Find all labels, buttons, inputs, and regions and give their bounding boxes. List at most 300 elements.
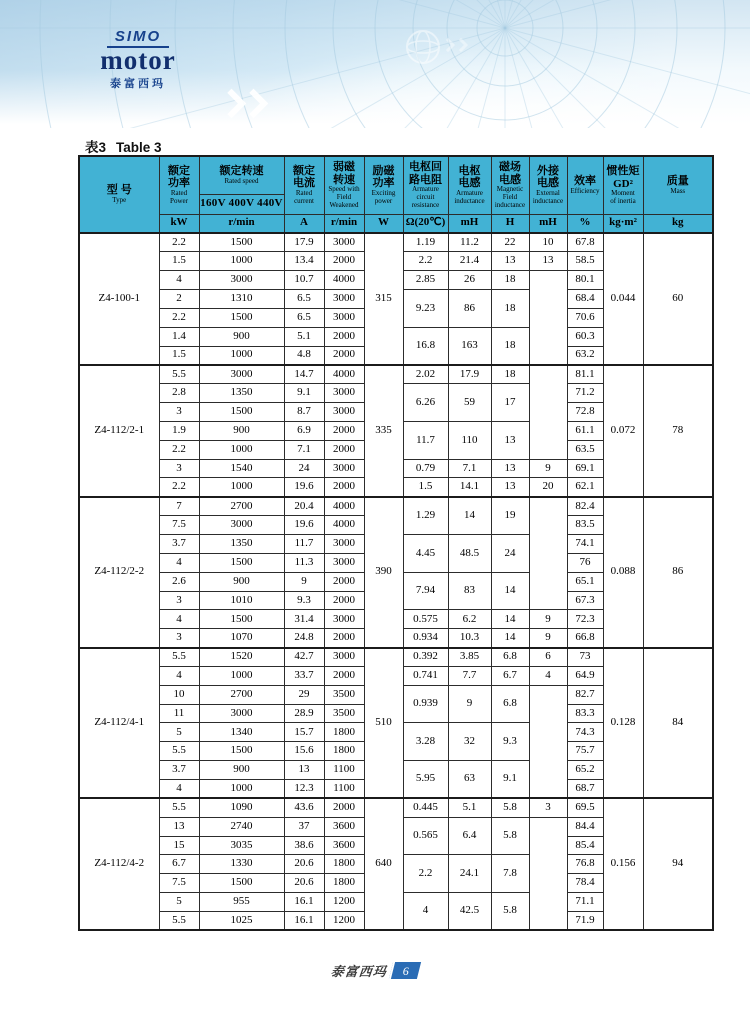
cell-efficiency: 70.6 (567, 308, 603, 327)
unit-current: A (284, 214, 324, 233)
cell-rated-power: 11 (159, 704, 199, 723)
cell-moment-of-inertia: 0.128 (603, 648, 643, 799)
cell-armature-resistance: 6.26 (403, 384, 448, 422)
cell-mass: 78 (643, 365, 713, 497)
cell-weakened-speed: 2000 (324, 629, 364, 648)
cell-rated-speed: 1520 (199, 648, 284, 667)
cell-rated-power: 7.5 (159, 874, 199, 893)
cell-armature-inductance: 14 (448, 497, 491, 535)
cell-exciting-power: 335 (364, 365, 403, 497)
cell-rated-power: 3 (159, 459, 199, 478)
cell-weakened-speed: 2000 (324, 252, 364, 271)
cell-rated-power: 2.6 (159, 572, 199, 591)
unit-efficiency: % (567, 214, 603, 233)
cell-rated-speed: 1500 (199, 553, 284, 572)
cell-rated-power: 2.2 (159, 440, 199, 459)
cell-rated-power: 4 (159, 779, 199, 798)
cell-external-inductance (529, 497, 567, 610)
cell-rated-speed: 1330 (199, 855, 284, 874)
cell-rated-speed: 1340 (199, 723, 284, 742)
cell-rated-speed: 2700 (199, 497, 284, 516)
cell-rated-power: 3 (159, 629, 199, 648)
cell-weakened-speed: 3600 (324, 836, 364, 855)
cell-weakened-speed: 4000 (324, 271, 364, 290)
cell-field-inductance: 13 (491, 421, 529, 459)
cell-rated-current: 16.1 (284, 893, 324, 912)
cell-weakened-speed: 3000 (324, 459, 364, 478)
cell-rated-current: 24.8 (284, 629, 324, 648)
cell-moment-of-inertia: 0.088 (603, 497, 643, 648)
cell-rated-speed: 1540 (199, 459, 284, 478)
cell-weakened-speed: 3000 (324, 384, 364, 403)
cell-rated-current: 9 (284, 572, 324, 591)
cell-rated-power: 4 (159, 271, 199, 290)
cell-rated-speed: 1500 (199, 403, 284, 422)
cell-armature-resistance: 0.445 (403, 798, 448, 817)
cell-field-inductance: 13 (491, 252, 529, 271)
page-number-badge (389, 962, 421, 979)
cell-efficiency: 84.4 (567, 817, 603, 836)
cell-rated-speed: 3000 (199, 365, 284, 384)
cell-rated-current: 13 (284, 761, 324, 780)
table-title (85, 136, 172, 156)
cell-weakened-speed: 2000 (324, 666, 364, 685)
cell-rated-power: 5.5 (159, 798, 199, 817)
cell-rated-speed: 2700 (199, 685, 284, 704)
cell-field-inductance: 6.7 (491, 666, 529, 685)
cell-moment-of-inertia: 0.044 (603, 233, 643, 365)
cell-armature-resistance: 1.29 (403, 497, 448, 535)
cell-efficiency: 58.5 (567, 252, 603, 271)
cell-rated-speed: 955 (199, 893, 284, 912)
cell-armature-inductance: 163 (448, 327, 491, 365)
cell-efficiency: 73 (567, 648, 603, 667)
cell-rated-speed: 3000 (199, 516, 284, 535)
cell-rated-current: 10.7 (284, 271, 324, 290)
cell-efficiency: 71.1 (567, 893, 603, 912)
cell-rated-speed: 1350 (199, 535, 284, 554)
cell-rated-speed: 1000 (199, 252, 284, 271)
cell-efficiency: 85.4 (567, 836, 603, 855)
cell-field-inductance: 14 (491, 572, 529, 610)
cell-field-inductance: 13 (491, 459, 529, 478)
cell-rated-current: 9.1 (284, 384, 324, 403)
cell-rated-speed: 900 (199, 327, 284, 346)
cell-armature-inductance: 24.1 (448, 855, 491, 893)
cell-field-inductance: 7.8 (491, 855, 529, 893)
cell-field-inductance: 9.1 (491, 761, 529, 799)
cell-rated-current: 20.4 (284, 497, 324, 516)
page-header-banner (0, 0, 750, 128)
cell-weakened-speed: 2000 (324, 346, 364, 365)
cell-rated-power: 4 (159, 553, 199, 572)
cell-field-inductance: 17 (491, 384, 529, 422)
unit-gd2: kg·m² (603, 214, 643, 233)
cell-efficiency: 72.3 (567, 610, 603, 629)
col-header-current: 额定 电流 Rated current (284, 156, 324, 214)
cell-rated-current: 15.6 (284, 742, 324, 761)
cell-weakened-speed: 1800 (324, 723, 364, 742)
cell-armature-resistance: 5.95 (403, 761, 448, 799)
cell-weakened-speed: 3500 (324, 704, 364, 723)
cell-rated-power: 3.7 (159, 535, 199, 554)
cell-rated-power: 5.5 (159, 911, 199, 930)
cell-rated-power: 10 (159, 685, 199, 704)
cell-mass: 86 (643, 497, 713, 648)
cell-type: Z4-100-1 (79, 233, 159, 365)
table-title-zh: 表3 (85, 140, 107, 155)
cell-rated-current: 12.3 (284, 779, 324, 798)
cell-type: Z4-112/4-1 (79, 648, 159, 799)
cell-exciting-power: 640 (364, 798, 403, 930)
cell-external-inductance: 6 (529, 648, 567, 667)
cell-external-inductance: 4 (529, 666, 567, 685)
cell-efficiency: 62.1 (567, 478, 603, 497)
cell-efficiency: 75.7 (567, 742, 603, 761)
cell-efficiency: 71.9 (567, 911, 603, 930)
cell-armature-resistance: 0.79 (403, 459, 448, 478)
cell-rated-current: 28.9 (284, 704, 324, 723)
cell-rated-speed: 3000 (199, 704, 284, 723)
col-header-external: 外接 电感 External inductance (529, 156, 567, 214)
cell-rated-current: 4.8 (284, 346, 324, 365)
cell-armature-inductance: 7.1 (448, 459, 491, 478)
cell-exciting-power: 390 (364, 497, 403, 648)
cell-external-inductance: 20 (529, 478, 567, 497)
cell-exciting-power: 315 (364, 233, 403, 365)
cell-field-inductance: 18 (491, 271, 529, 290)
cell-field-inductance: 9.3 (491, 723, 529, 761)
cell-weakened-speed: 2000 (324, 798, 364, 817)
cell-field-inductance: 18 (491, 327, 529, 365)
cell-efficiency: 60.3 (567, 327, 603, 346)
cell-rated-power: 2.2 (159, 233, 199, 252)
cell-rated-speed: 1000 (199, 779, 284, 798)
cell-armature-resistance: 11.7 (403, 421, 448, 459)
cell-rated-current: 7.1 (284, 440, 324, 459)
cell-rated-current: 19.6 (284, 478, 324, 497)
simo-logo (82, 28, 194, 91)
cell-field-inductance: 6.8 (491, 648, 529, 667)
col-header-resistance: 电枢回 路电阻 Armature circuit resistance (403, 156, 448, 214)
cell-weakened-speed: 3000 (324, 553, 364, 572)
cell-armature-inductance: 11.2 (448, 233, 491, 252)
cell-efficiency: 65.2 (567, 761, 603, 780)
cell-type: Z4-112/4-2 (79, 798, 159, 930)
unit-resistance: Ω(20℃) (403, 214, 448, 233)
cell-weakened-speed: 4000 (324, 365, 364, 384)
cell-mass: 94 (643, 798, 713, 930)
unit-armature: mH (448, 214, 491, 233)
cell-exciting-power: 510 (364, 648, 403, 799)
cell-weakened-speed: 3600 (324, 817, 364, 836)
cell-armature-inductance: 6.4 (448, 817, 491, 855)
cell-rated-current: 6.5 (284, 290, 324, 309)
cell-rated-current: 5.1 (284, 327, 324, 346)
cell-armature-resistance: 4 (403, 893, 448, 931)
cell-rated-power: 4 (159, 666, 199, 685)
cell-weakened-speed: 2000 (324, 478, 364, 497)
cell-rated-current: 6.9 (284, 421, 324, 440)
cell-rated-current: 29 (284, 685, 324, 704)
cell-weakened-speed: 3000 (324, 403, 364, 422)
cell-armature-resistance: 3.28 (403, 723, 448, 761)
cell-moment-of-inertia: 0.156 (603, 798, 643, 930)
cell-armature-inductance: 48.5 (448, 535, 491, 573)
cell-field-inductance: 5.8 (491, 893, 529, 931)
cell-rated-speed: 900 (199, 421, 284, 440)
cell-external-inductance: 13 (529, 252, 567, 271)
unit-field: H (491, 214, 529, 233)
unit-weak: r/min (324, 214, 364, 233)
cell-rated-power: 5 (159, 893, 199, 912)
col-header-mass: 质量 Mass (643, 156, 713, 214)
cell-rated-current: 13.4 (284, 252, 324, 271)
cell-rated-current: 14.7 (284, 365, 324, 384)
cell-armature-inductance: 83 (448, 572, 491, 610)
cell-weakened-speed: 3000 (324, 648, 364, 667)
cell-rated-speed: 1070 (199, 629, 284, 648)
cell-rated-current: 17.9 (284, 233, 324, 252)
cell-rated-current: 20.6 (284, 855, 324, 874)
cell-rated-speed: 1500 (199, 742, 284, 761)
cell-armature-inductance: 42.5 (448, 893, 491, 931)
cell-external-inductance: 9 (529, 629, 567, 648)
cell-rated-current: 31.4 (284, 610, 324, 629)
cell-external-inductance: 9 (529, 610, 567, 629)
cell-rated-current: 6.5 (284, 308, 324, 327)
cell-weakened-speed: 1200 (324, 911, 364, 930)
cell-armature-resistance: 0.939 (403, 685, 448, 723)
cell-rated-power: 13 (159, 817, 199, 836)
cell-rated-power: 1.5 (159, 346, 199, 365)
cell-armature-inductance: 86 (448, 290, 491, 328)
cell-armature-inductance: 7.7 (448, 666, 491, 685)
cell-efficiency: 74.3 (567, 723, 603, 742)
cell-rated-current: 15.7 (284, 723, 324, 742)
cell-rated-power: 5.5 (159, 648, 199, 667)
cell-rated-current: 19.6 (284, 516, 324, 535)
cell-rated-speed: 900 (199, 572, 284, 591)
cell-rated-speed: 1000 (199, 666, 284, 685)
cell-armature-inductance: 21.4 (448, 252, 491, 271)
cell-rated-power: 3 (159, 591, 199, 610)
cell-field-inductance: 14 (491, 629, 529, 648)
cell-rated-speed: 1500 (199, 233, 284, 252)
unit-mass: kg (643, 214, 713, 233)
cell-rated-current: 16.1 (284, 911, 324, 930)
cell-armature-resistance: 0.741 (403, 666, 448, 685)
cell-armature-resistance: 2.02 (403, 365, 448, 384)
logo-motor-text: motor (100, 45, 176, 75)
cell-efficiency: 68.4 (567, 290, 603, 309)
cell-weakened-speed: 1800 (324, 874, 364, 893)
logo-simo-text: SIMO (107, 28, 169, 48)
cell-efficiency: 82.7 (567, 685, 603, 704)
cell-field-inductance: 14 (491, 610, 529, 629)
cell-rated-speed: 900 (199, 761, 284, 780)
cell-armature-inductance: 26 (448, 271, 491, 290)
cell-field-inductance: 5.8 (491, 817, 529, 855)
cell-external-inductance (529, 365, 567, 459)
cell-rated-speed: 1000 (199, 440, 284, 459)
cell-armature-inductance: 63 (448, 761, 491, 799)
cell-rated-speed: 1500 (199, 610, 284, 629)
cell-efficiency: 72.8 (567, 403, 603, 422)
cell-external-inductance (529, 271, 567, 365)
cell-efficiency: 81.1 (567, 365, 603, 384)
cell-efficiency: 78.4 (567, 874, 603, 893)
cell-armature-resistance: 0.392 (403, 648, 448, 667)
cell-armature-resistance: 2.85 (403, 271, 448, 290)
cell-efficiency: 66.8 (567, 629, 603, 648)
cell-field-inductance: 13 (491, 478, 529, 497)
cell-field-inductance: 19 (491, 497, 529, 535)
cell-field-inductance: 6.8 (491, 685, 529, 723)
col-header-speed: 额定转速 Rated speed (199, 156, 284, 194)
cell-efficiency: 63.2 (567, 346, 603, 365)
cell-external-inductance (529, 817, 567, 930)
cell-armature-resistance: 9.23 (403, 290, 448, 328)
cell-rated-power: 3.7 (159, 761, 199, 780)
cell-efficiency: 64.9 (567, 666, 603, 685)
cell-weakened-speed: 3000 (324, 535, 364, 554)
cell-rated-speed: 1010 (199, 591, 284, 610)
cell-rated-power: 15 (159, 836, 199, 855)
cell-armature-resistance: 0.565 (403, 817, 448, 855)
cell-weakened-speed: 2000 (324, 591, 364, 610)
cell-field-inductance: 22 (491, 233, 529, 252)
cell-field-inductance: 18 (491, 290, 529, 328)
cell-external-inductance (529, 685, 567, 798)
cell-weakened-speed: 3000 (324, 308, 364, 327)
cell-armature-resistance: 1.5 (403, 478, 448, 497)
unit-exciting: W (364, 214, 403, 233)
col-header-power: 额定 功率 Rated Power (159, 156, 199, 214)
cell-rated-current: 37 (284, 817, 324, 836)
cell-efficiency: 68.7 (567, 779, 603, 798)
cell-rated-power: 7.5 (159, 516, 199, 535)
col-header-field: 磁场 电感 Magnetic Field inductance (491, 156, 529, 214)
col-header-exciting: 励磁 功率 Exciting power (364, 156, 403, 214)
voltage-header: 160V 400V 440V (199, 194, 284, 214)
cell-efficiency: 76.8 (567, 855, 603, 874)
cell-weakened-speed: 1200 (324, 893, 364, 912)
cell-rated-power: 6.7 (159, 855, 199, 874)
cell-weakened-speed: 3000 (324, 610, 364, 629)
cell-rated-power: 2.2 (159, 478, 199, 497)
cell-armature-inductance: 59 (448, 384, 491, 422)
cell-external-inductance: 9 (529, 459, 567, 478)
globe-icon (404, 28, 442, 66)
cell-armature-inductance: 10.3 (448, 629, 491, 648)
cell-armature-resistance: 16.8 (403, 327, 448, 365)
cell-rated-speed: 1000 (199, 478, 284, 497)
cell-efficiency: 80.1 (567, 271, 603, 290)
cell-weakened-speed: 2000 (324, 421, 364, 440)
cell-armature-inductance: 6.2 (448, 610, 491, 629)
cell-armature-resistance: 0.934 (403, 629, 448, 648)
cell-rated-current: 43.6 (284, 798, 324, 817)
col-header-efficiency: 效率 Efficiency (567, 156, 603, 214)
cell-field-inductance: 5.8 (491, 798, 529, 817)
cell-rated-speed: 3035 (199, 836, 284, 855)
cell-rated-power: 1.5 (159, 252, 199, 271)
cell-mass: 84 (643, 648, 713, 799)
cell-weakened-speed: 1100 (324, 761, 364, 780)
cell-type: Z4-112/2-1 (79, 365, 159, 497)
unit-power: kW (159, 214, 199, 233)
cell-type: Z4-112/2-2 (79, 497, 159, 648)
cell-efficiency: 63.5 (567, 440, 603, 459)
cell-weakened-speed: 3500 (324, 685, 364, 704)
spec-table (78, 155, 714, 931)
cell-rated-power: 2.8 (159, 384, 199, 403)
cell-rated-current: 38.6 (284, 836, 324, 855)
cell-efficiency: 74.1 (567, 535, 603, 554)
cell-efficiency: 69.1 (567, 459, 603, 478)
col-header-type: 型 号 Type (79, 156, 159, 233)
cell-rated-current: 42.7 (284, 648, 324, 667)
cell-efficiency: 69.5 (567, 798, 603, 817)
cell-external-inductance: 10 (529, 233, 567, 252)
cell-field-inductance: 24 (491, 535, 529, 573)
cell-efficiency: 67.8 (567, 233, 603, 252)
cell-armature-inductance: 17.9 (448, 365, 491, 384)
cell-weakened-speed: 1800 (324, 742, 364, 761)
cell-efficiency: 71.2 (567, 384, 603, 403)
cell-armature-inductance: 3.85 (448, 648, 491, 667)
cell-efficiency: 67.3 (567, 591, 603, 610)
cell-rated-power: 2.2 (159, 308, 199, 327)
cell-rated-speed: 1310 (199, 290, 284, 309)
cell-armature-inductance: 110 (448, 421, 491, 459)
cell-rated-speed: 1350 (199, 384, 284, 403)
cell-rated-speed: 1025 (199, 911, 284, 930)
cell-rated-speed: 1000 (199, 346, 284, 365)
cell-rated-power: 3 (159, 403, 199, 422)
cell-rated-speed: 1500 (199, 874, 284, 893)
cell-rated-current: 11.3 (284, 553, 324, 572)
cell-weakened-speed: 2000 (324, 440, 364, 459)
cell-rated-speed: 3000 (199, 271, 284, 290)
cell-weakened-speed: 3000 (324, 233, 364, 252)
cell-rated-power: 1.4 (159, 327, 199, 346)
cell-rated-power: 5 (159, 723, 199, 742)
cell-rated-power: 4 (159, 610, 199, 629)
cell-efficiency: 65.1 (567, 572, 603, 591)
cell-rated-current: 9.3 (284, 591, 324, 610)
table-title-en: Table 3 (116, 140, 162, 155)
logo-chinese-text: 泰富西玛 (110, 77, 166, 90)
unit-speed: r/min (199, 214, 284, 233)
cell-weakened-speed: 1100 (324, 779, 364, 798)
cell-armature-inductance: 5.1 (448, 798, 491, 817)
cell-rated-current: 11.7 (284, 535, 324, 554)
cell-rated-speed: 2740 (199, 817, 284, 836)
cell-rated-power: 2 (159, 290, 199, 309)
cell-armature-resistance: 0.575 (403, 610, 448, 629)
cell-rated-current: 8.7 (284, 403, 324, 422)
cell-field-inductance: 18 (491, 365, 529, 384)
cell-armature-inductance: 9 (448, 685, 491, 723)
cell-rated-power: 5.5 (159, 742, 199, 761)
cell-efficiency: 76 (567, 553, 603, 572)
cell-armature-resistance: 7.94 (403, 572, 448, 610)
page-footer (0, 961, 750, 980)
col-header-weak: 弱磁 转速 Speed with Field Weakened (324, 156, 364, 214)
cell-weakened-speed: 4000 (324, 516, 364, 535)
